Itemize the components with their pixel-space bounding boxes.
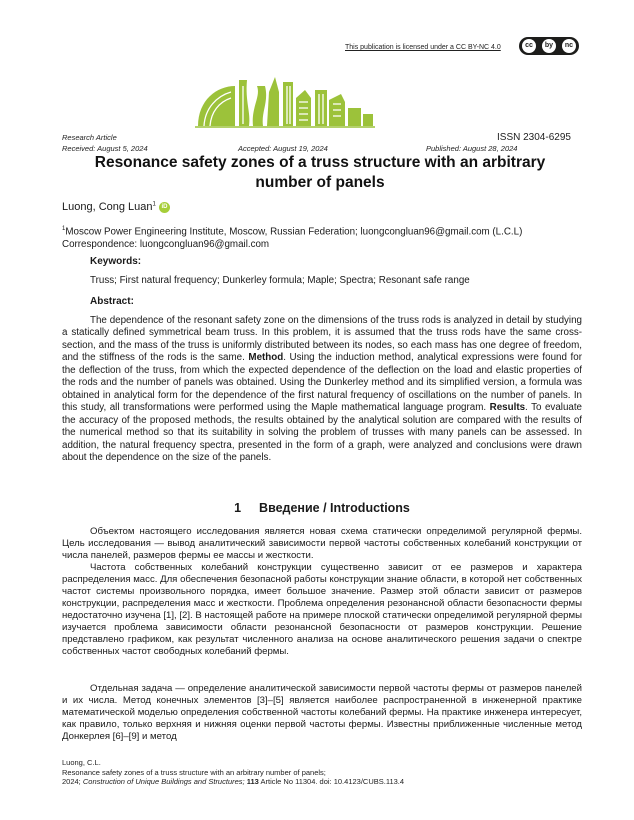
- footer-doi: Article No 11304. doi: 10.4123/CUBS.113.4: [258, 777, 405, 787]
- article-title: [90, 153, 550, 193]
- footer-volume: 113: [244, 777, 259, 787]
- footer-title: Resonance safety zones of a truss structure with an arbitrary number of panels;: [62, 767, 326, 777]
- title-line-1: Resonance safety zones of a truss structure with an arbitrary: [94, 154, 546, 171]
- footer-author: Luong, C.L.: [62, 758, 101, 767]
- paragraph-2: Частота собственных колебаний конструкции существенно зависит от ее размеров и характера распределения масс. Для обеспечения безопасной работы конструкции знание области, в которой нет собственных частот системы произвольного порядка, имеет большое значение. Размер этой области зависит от размеров конструкции, распределения масс и жесткости. Проблема определения резонансной области безопасности фермы недостаточно изучена [1], [2]. В настоящей работе на примере плоской статически определимой регулярной фермы изучается проблема зависимости области резонансной безопасности от размеров конструкции. Решение представлено графиком, как результат численного анализа на основе аналитического решения задачи о спектре собственных частот свободных колебаний фермы.: [62, 562, 582, 657]
- abstract-part-1: The dependence of the resonant safety zone on the dimensions of the truss rods is analyzed in detail by studying a statically defined symmetrical beam truss. In this problem, it is assumed that the truss rods have the same cross-section, and the mass of the truss is uniformly distributed between its nodes, so each mass has one degree of freedom, and the stiffness of the rods is the same.: [62, 315, 582, 364]
- footer-journal: Construction of Unique Buildings and Structures;: [82, 777, 245, 787]
- footer-year: 2024;: [62, 777, 83, 787]
- affiliation-block: [62, 223, 582, 251]
- page-footer: [62, 758, 404, 787]
- journal-logo: [195, 72, 375, 128]
- section-number: 1: [234, 501, 242, 515]
- cc-icon: cc: [522, 39, 536, 53]
- affiliation-sup: 1: [62, 226, 66, 232]
- by-icon: by: [542, 39, 556, 53]
- keywords-heading: Keywords:: [90, 256, 142, 267]
- published-date: Published: August 28, 2024: [426, 144, 518, 153]
- author-line: [62, 201, 170, 213]
- received-date: Received: August 5, 2024: [62, 144, 148, 153]
- issn: ISSN 2304-6295: [497, 132, 571, 143]
- abstract-part-2: . Using the induction method, analytical expressions were found for the deflection of the truss, from which the expected dependence of the deflection on the load and elastic properties of the rods and the number of panels was obtained. Using the Dunkerley method and its simplified version, a formula was obtained in analytical form for the dependence of the first natural frequency of oscillations on the number of panels. In this study, all transformations were performed using the Maple mathematical language program.: [62, 352, 582, 414]
- title-line-2: number of panels: [255, 174, 385, 191]
- article-type: Research Article: [62, 133, 117, 142]
- abstract-part-3: . To evaluate the accuracy of the proposed methods, the results obtained by the analytical solution are compared with the results of the numerical method so that its suitability in solving the problem of trusses with many panels can be assessed. In addition, the natural frequency spectra, presented in the form of a graph, were analyzed and conclusions were drawn about the dependence on the size of the panels.: [62, 402, 583, 463]
- abstract-heading: Abstract:: [90, 296, 134, 307]
- accepted-date: Accepted: August 19, 2024: [238, 144, 328, 153]
- abstract-results-label: Results: [489, 402, 526, 414]
- correspondence: Correspondence: luongcongluan96@gmail.com: [62, 238, 270, 250]
- section-title: Введение / Introductions: [259, 501, 410, 515]
- section-heading: [62, 501, 582, 515]
- keywords-text: Truss; First natural frequency; Dunkerley formula; Maple; Spectra; Resonant safe range: [90, 275, 470, 286]
- abstract-method-label: Method: [248, 352, 284, 364]
- orcid-icon[interactable]: iD: [159, 202, 170, 213]
- license-link[interactable]: This publication is licensed under a CC BY-NC 4.0: [345, 44, 501, 51]
- author-affiliation-sup: 1: [152, 201, 156, 208]
- paragraph-1: Объектом настоящего исследования является новая схема статически определимой регулярной фермы. Цель исследования — вывод аналитический зависимости первой частоты собственных колебаний конструкции от числа панелей, размеров фермы ее массы и жесткости.: [62, 526, 582, 561]
- author-name: Luong, Cong Luan: [62, 201, 153, 213]
- affiliation-text: Moscow Power Engineering Institute, Moscow, Russian Federation; luongcongluan96@gmail.com (L.C.L): [65, 226, 523, 238]
- paragraph-3: Отдельная задача — определение аналитической зависимости первой частоты фермы от размеров панелей и их числа. Метод конечных элементов [3]–[5] является наиболее распространенной в инженерной практике математической моделью определения собственной частоты колебаний фермы. На практике инженера интересует, как правило, только верхняя и нижняя оценки первой частоты фермы. Известны приближенные численные метод Донкерлея [6]–[9] и метод: [62, 683, 582, 742]
- nc-icon: nc: [562, 39, 576, 53]
- cc-license-badge[interactable]: [519, 37, 579, 55]
- abstract-text: [62, 315, 582, 464]
